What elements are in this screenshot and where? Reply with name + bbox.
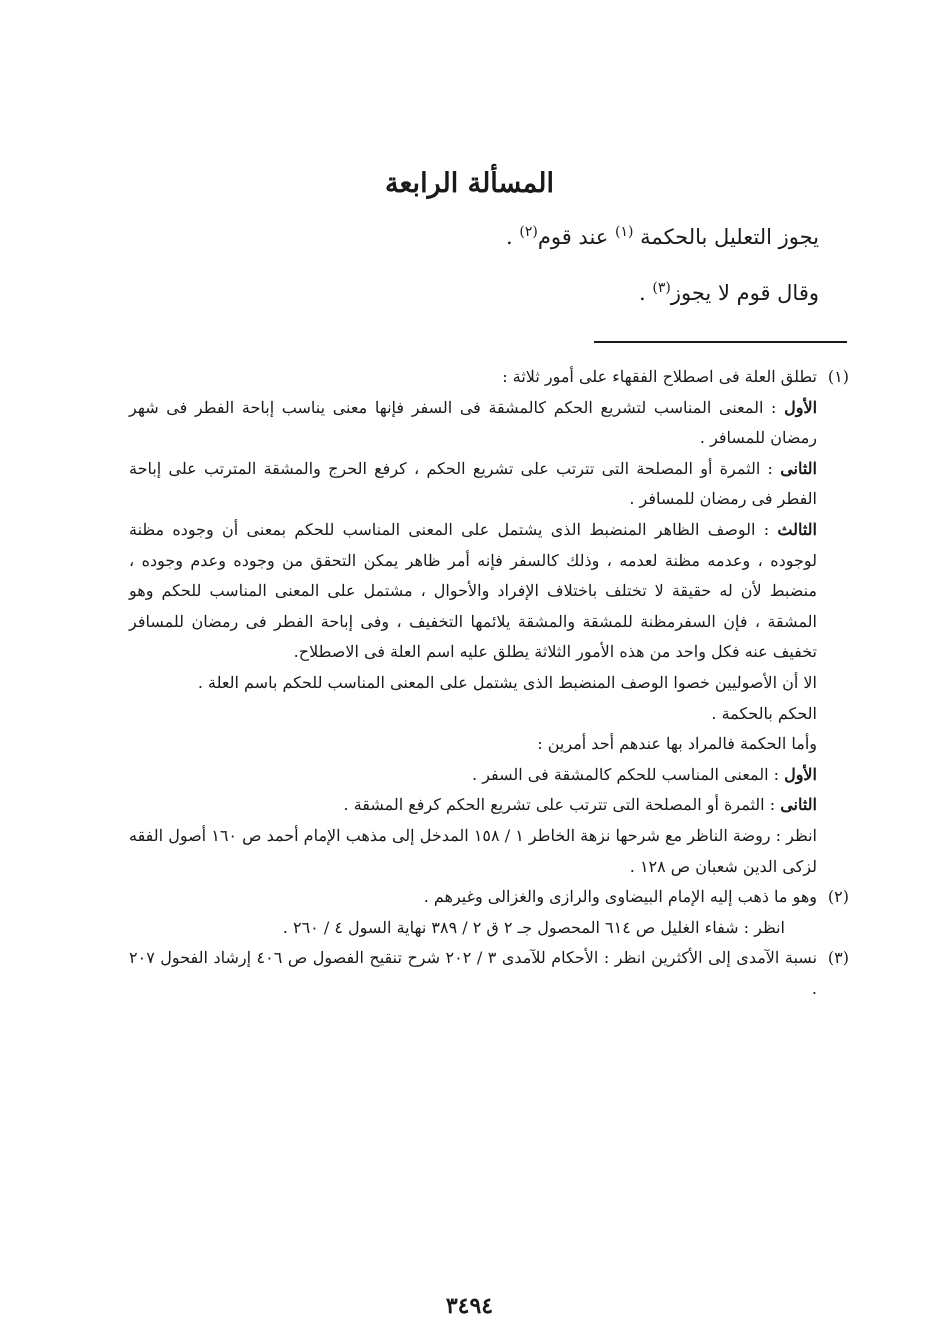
footnote-1-hikma-second: [129, 790, 849, 821]
footnote-number: (١): [827, 367, 849, 386]
footnote-ref-3[interactable]: (٣): [652, 280, 671, 296]
footnote-number: (٢): [827, 887, 849, 907]
footnote-text: : المعنى المناسب لتشريع الحكم كالمشقة فى السفر فإنها معنى يناسب إباحة الفطر فى شهر رمضان للمسافر .: [129, 397, 817, 448]
footnote-1-third: [129, 515, 849, 668]
term-label: الثالث: [777, 519, 817, 539]
main-text: وقال قوم لا يجوز: [670, 281, 819, 305]
footnote-1-intro: [129, 362, 849, 393]
footnote-separator: [594, 341, 847, 343]
footnote-text: وهو ما ذهب إليه الإمام البيضاوى والرازى والغزالى وغيرهم .: [423, 887, 817, 907]
main-text: يجوز التعليل بالحكمة: [640, 225, 819, 249]
footnote-text: : الثمرة أو المصلحة التى تترتب على تشريع الحكم ، كرفع الحرج والمشقة المترتب على إباحة الفطر فى رمضان للمسافر .: [129, 458, 817, 509]
term-label: الأول: [784, 764, 817, 784]
footnote-2-references: انظر : شفاء الغليل ص ٦١٤ المحصول جـ ٢ ق ٢ / ٣٨٩ نهاية السول ٤ / ٢٦٠ .: [282, 917, 785, 937]
footnote-2: [129, 882, 849, 913]
footnote-1-hikma-label: الحكم بالحكمة .: [711, 703, 817, 723]
term-label: الثانى: [780, 458, 817, 478]
footnote-ref-2[interactable]: (٢): [519, 224, 538, 240]
footnote-ref-1[interactable]: (١): [615, 224, 634, 240]
footnote-number: (٣): [827, 948, 849, 968]
main-text: عند قوم: [537, 225, 609, 249]
section-title: المسألة الرابعة: [385, 168, 554, 199]
main-text-line-1: [506, 224, 819, 249]
footnote-text: تطلق العلة فى اصطلاح الفقهاء على أمور ثلاثة :: [502, 367, 817, 386]
main-text-end: .: [506, 225, 513, 249]
footnote-1-references: انظر : روضة الناظر مع شرحها نزهة الخاطر ١ / ١٥٨ المدخل إلى مذهب الإمام أحمد ص ١٦٠ أصول الفقه لزكى الدين شعبان ص ١٢٨ .: [129, 825, 817, 876]
footnotes: [129, 362, 849, 1004]
footnote-text: : الوصف الظاهر المنضبط الذى يشتمل على المعنى المناسب للحكم بمعنى أن وجوده مظنة لوجوده ، وعدمه مظنة لعدمه ، وذلك كالسفر فإنه أمر ظاهر يمكن التحقق من وجوده وعدم وجوده ، منضبط لأن له حقيقة لا تختلف باختلاف الإفراد والأحوال ، مشتمل على المعنى المناسب للحكم وهو المشقة ، فإن السفرمظنة للمشقة والمشقة يلائمها التخفيف ، وفى إباحة الفطر فى رمضان للمسافر تخفيف عنه فكل واحد من هذه الأمور الثلاثة يطلق عليه اسم العلة فى الاصطلاح.: [129, 519, 817, 662]
footnote-text: نسبة الآمدى إلى الأكثرين انظر : الأحكام للآمدى ٣ / ٢٠٢ شرح تنقيح الفصول ص ٤٠٦ إرشاد الفحول ٢٠٧ .: [129, 948, 818, 998]
footnote-1-hikma-first: [129, 760, 849, 791]
footnote-1-second: [129, 454, 849, 515]
term-label: الأول: [784, 397, 818, 417]
footnote-3: [129, 943, 849, 1004]
page-number: ٣٤٩٤: [445, 1293, 494, 1319]
term-label: الثانى: [780, 795, 817, 815]
footnote-text: : المعنى المناسب للحكم كالمشقة فى السفر .: [472, 764, 779, 784]
main-text-end: .: [639, 281, 646, 305]
footnote-1-usulis: الا أن الأصوليين خصوا الوصف المنضبط الذى يشتمل على المعنى المناسب للحكم باسم العلة .: [197, 672, 817, 692]
footnote-1-hikma-intro: وأما الحكمة فالمراد بها عندهم أحد أمرين :: [537, 734, 817, 754]
footnote-text: : الثمرة أو المصلحة التى تترتب على تشريع الحكم كرفع المشقة .: [343, 795, 776, 815]
footnote-1-first: [129, 393, 849, 454]
main-text-line-2: [639, 280, 819, 305]
